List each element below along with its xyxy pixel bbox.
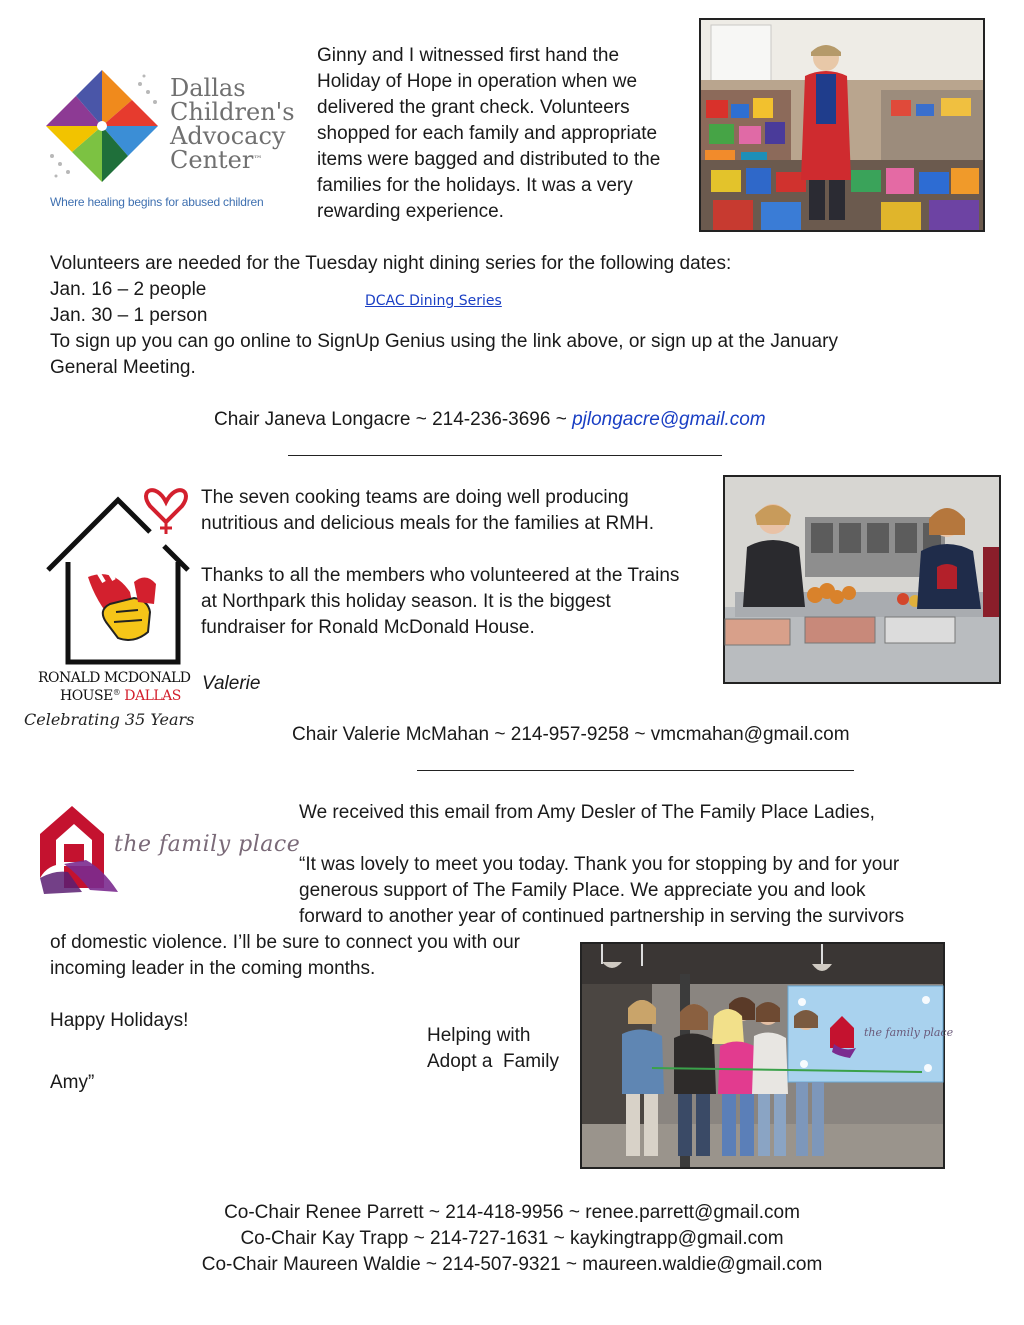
- trademark: ™: [253, 155, 263, 165]
- cochair-contact: Co-Chair Kay Trapp ~ 214-727-1631 ~ kaykingtrapp@gmail.com: [240, 1228, 784, 1249]
- volunteers-needed-text: Volunteers are needed for the Tuesday night dining series for the following dates:: [50, 253, 732, 274]
- dcac-intro-line: Ginny and I witnessed first hand the: [317, 45, 620, 66]
- rmh-para2-line: fundraiser for Ronald McDonald House.: [201, 617, 535, 638]
- house-heart-icon: [38, 472, 198, 667]
- cochair-contact: Co-Chair Renee Parrett ~ 214-418-9956 ~ renee.parrett@gmail.com: [224, 1202, 800, 1223]
- dcac-intro-line: items were bagged and distributed to the: [317, 149, 661, 170]
- amy-quote-wide: [299, 852, 904, 930]
- dcac-chair-text: Chair Janeva Longacre ~ 214-236-3696 ~: [214, 409, 573, 430]
- dcac-logo-line3: Advocacy: [170, 122, 286, 150]
- caption-line: Adopt a Family: [427, 1051, 559, 1072]
- cochairs-block: [0, 1200, 1024, 1278]
- cooking-team-photo: [723, 475, 1001, 684]
- holiday-of-hope-photo: [699, 18, 985, 232]
- dcac-logo-line1: Dallas: [170, 74, 246, 102]
- adopt-a-family-photo: [580, 942, 954, 1169]
- rmh-name-line2: HOUSE: [60, 688, 113, 704]
- registered-mark: ®: [112, 688, 121, 697]
- rmh-para1-line: The seven cooking teams are doing well producing: [201, 487, 629, 508]
- dcac-chair-email-link[interactable]: pjlongacre@gmail.com: [572, 409, 766, 430]
- section-divider: [288, 455, 722, 456]
- amy-quote-narrow: [50, 930, 520, 982]
- quote-line: forward to another year of continued partnership in serving the survivors: [299, 906, 905, 927]
- rmh-paragraph-2: [201, 563, 679, 641]
- pinwheel-icon: [40, 64, 165, 189]
- closing-greeting: Happy Holidays!: [50, 1010, 189, 1031]
- photo-caption: [427, 1023, 559, 1075]
- family-place-intro: We received this email from Amy Desler of The Family Place Ladies,: [299, 802, 875, 823]
- dcac-logo-line4: Center: [170, 146, 254, 174]
- dcac-intro-line: Holiday of Hope in operation when we: [317, 71, 638, 92]
- family-place-logo-text: the family place: [114, 832, 301, 857]
- banner-text: the family place: [864, 1026, 954, 1039]
- rmh-paragraph-1: [201, 485, 654, 537]
- cochair-contact: Co-Chair Maureen Waldie ~ 214-507-9321 ~ maureen.waldie@gmail.com: [201, 1254, 823, 1275]
- dcac-logo: [40, 62, 302, 222]
- signup-instructions-line1: To sign up you can go online to SignUp Genius using the link above, or sign up at the January: [50, 331, 838, 352]
- dcac-intro-line: rewarding experience.: [317, 201, 504, 222]
- dcac-intro-line: families for the holidays. It was a very: [317, 175, 633, 196]
- dcac-logo-line2: Children's: [170, 98, 295, 126]
- rmh-name-line3: DALLAS: [124, 688, 181, 704]
- signup-instructions-line2: General Meeting.: [50, 357, 196, 378]
- rmh-tagline: Celebrating 35 Years: [24, 710, 195, 729]
- dcac-tagline: Where healing begins for abused children: [50, 195, 264, 209]
- quote-line: incoming leader in the coming months.: [50, 958, 376, 979]
- dcac-intro: [317, 43, 660, 225]
- rmh-para2-line: Thanks to all the members who volunteered at the Trains: [201, 565, 680, 586]
- rmh-para2-line: at Northpark this holiday season. It is the biggest: [201, 591, 611, 612]
- dcac-chair-contact: [214, 407, 766, 433]
- amy-signature: Amy”: [50, 1072, 95, 1093]
- dcac-intro-line: shopped for each family and appropriate: [317, 123, 658, 144]
- rmh-signature: Valerie: [202, 673, 261, 694]
- family-place-logo: [34, 800, 301, 898]
- rmh-chair-contact: Chair Valerie McMahan ~ 214-957-9258 ~ vmcmahan@gmail.com: [292, 724, 850, 745]
- quote-line: “It was lovely to meet you today. Thank you for stopping by and for your: [299, 854, 900, 875]
- quote-line: generous support of The Family Place. We appreciate you and look: [299, 880, 866, 901]
- rmh-logo: [20, 472, 195, 742]
- caption-line: Helping with: [427, 1025, 531, 1046]
- date-jan-16: Jan. 16 – 2 people: [50, 279, 207, 300]
- date-jan-30: Jan. 30 – 1 person: [50, 305, 208, 326]
- quote-line: of domestic violence. I’ll be sure to connect you with our: [50, 932, 520, 953]
- rmh-name-line1: RONALD MCDONALD: [38, 670, 191, 686]
- dcac-intro-line: delivered the grant check. Volunteers: [317, 97, 630, 118]
- dcac-dining-series-link[interactable]: DCAC Dining Series: [365, 293, 502, 309]
- rmh-para1-line: nutritious and delicious meals for the families at RMH.: [201, 513, 655, 534]
- family-place-house-icon: [34, 800, 124, 896]
- section-divider: [417, 770, 854, 771]
